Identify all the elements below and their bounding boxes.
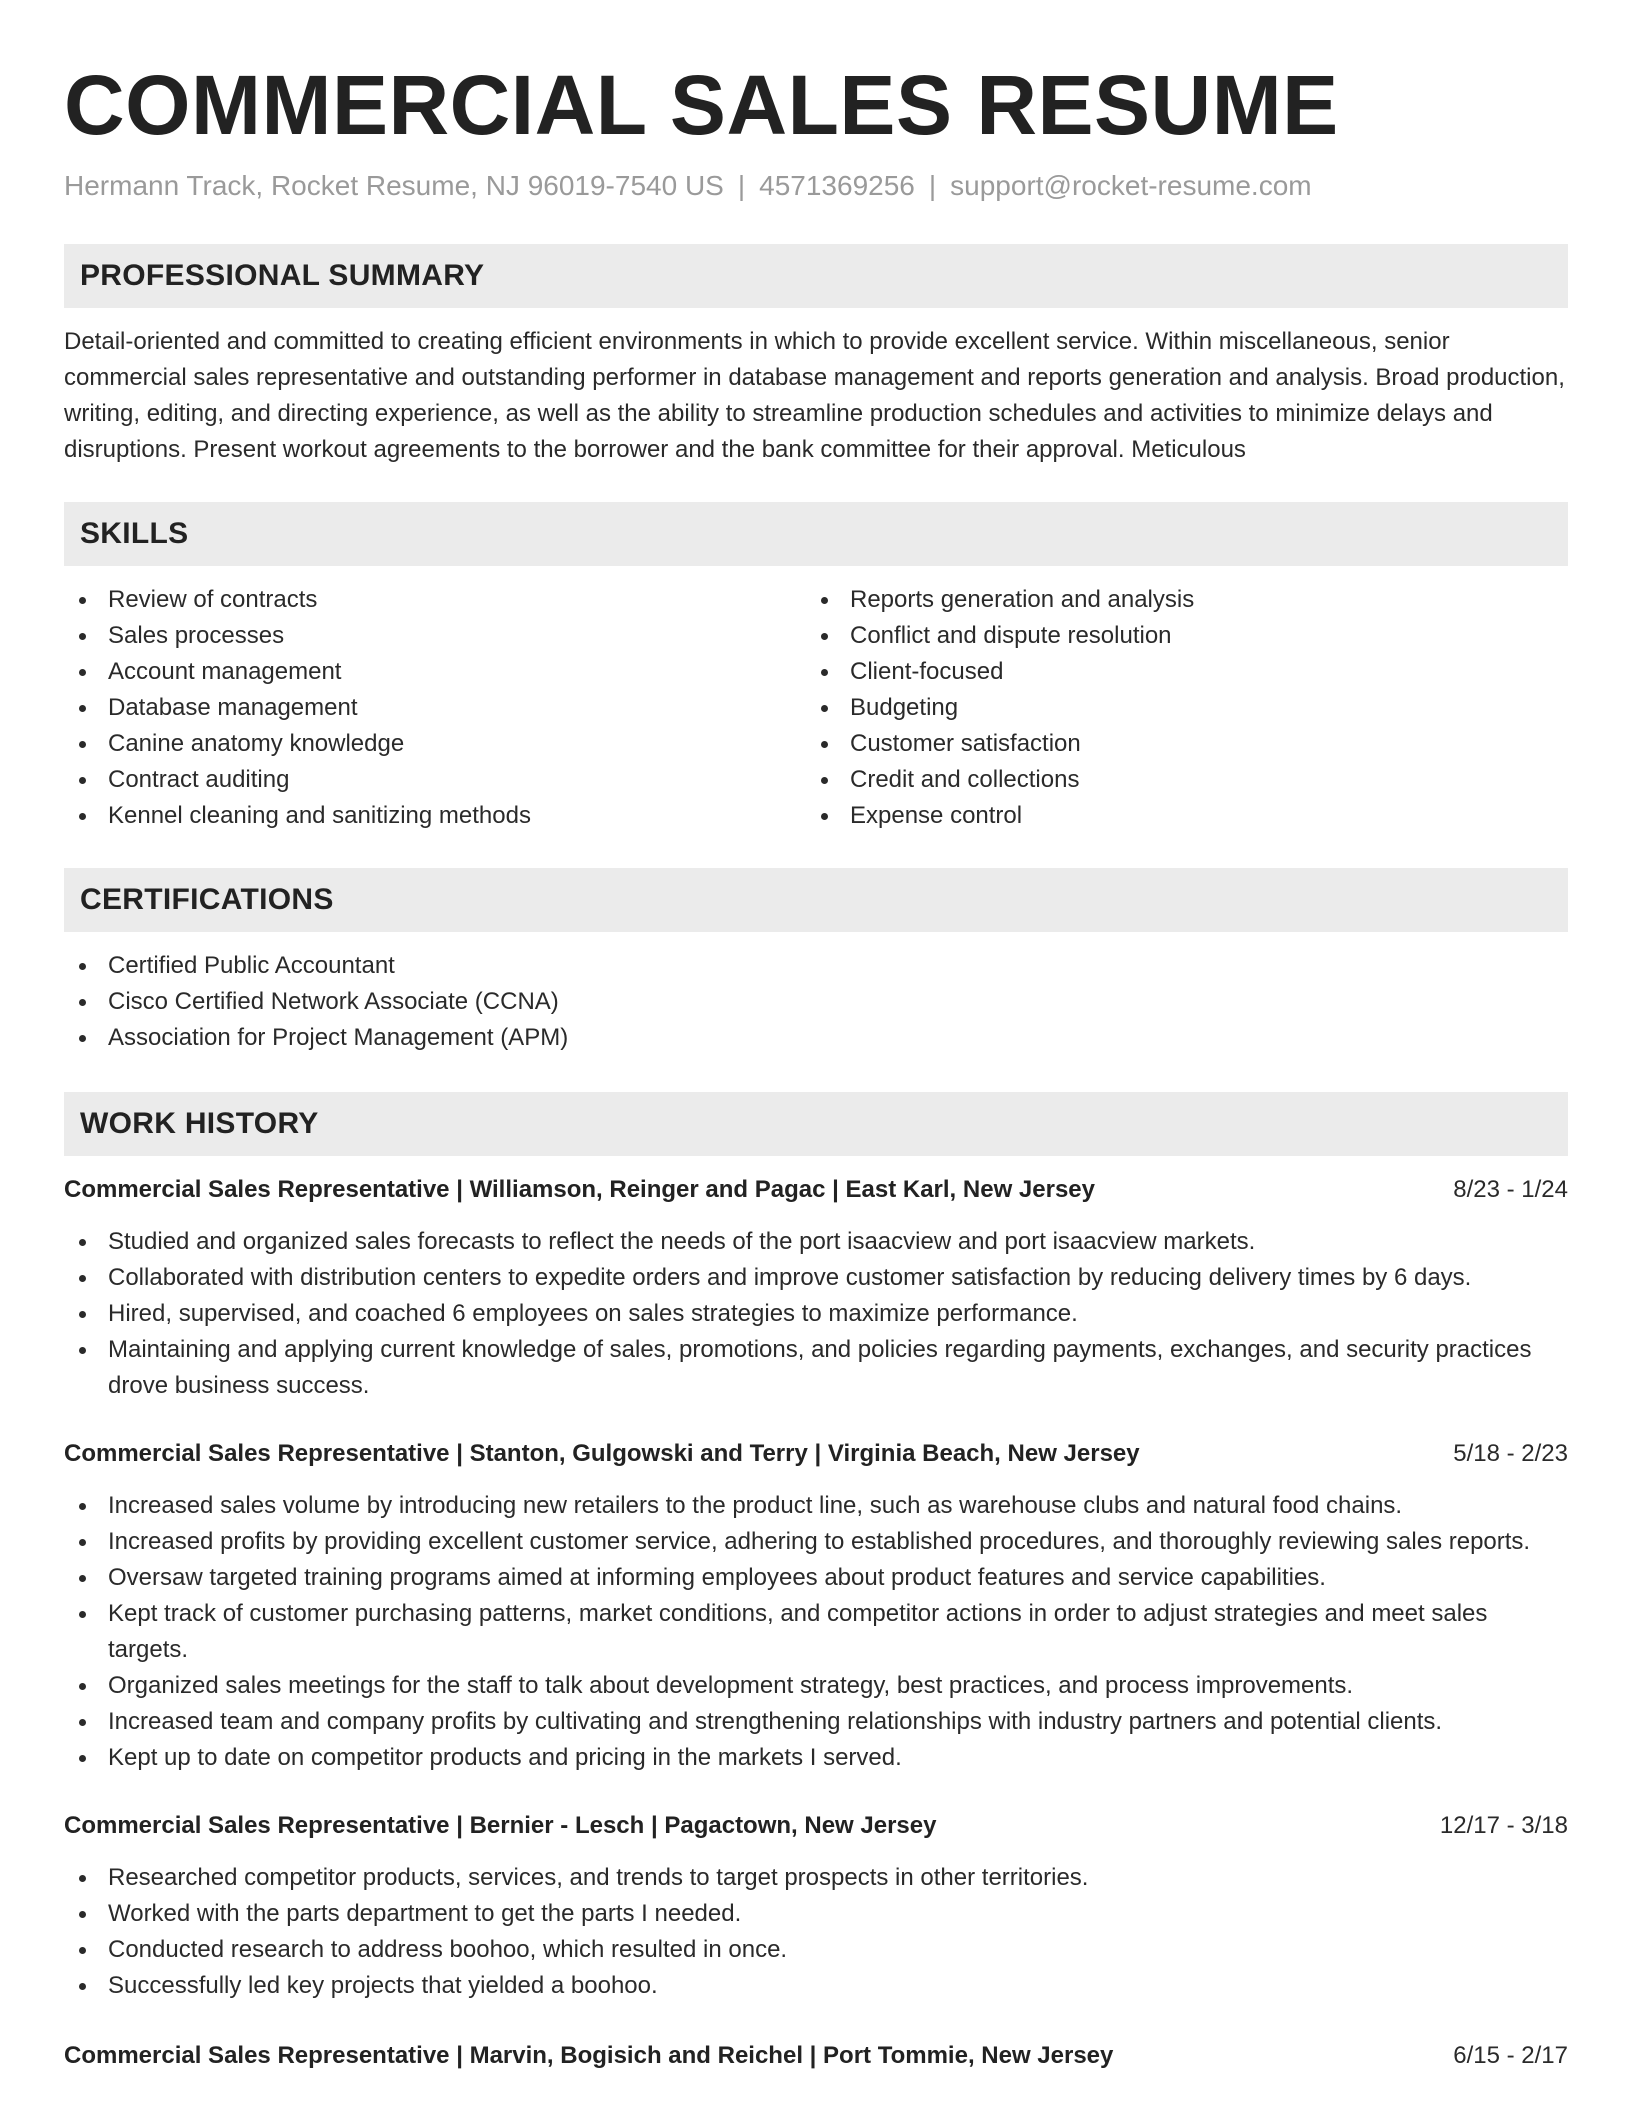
summary-text: Detail-oriented and committed to creating efficient environments in which to provide excellent service. Within miscellaneous, senior commercial sales representative and outstanding performer in database management and reports generation and analysis. Broad production, writing, editing, and directing experience, as well as the ability to streamline production schedules and activities to minimize delays and disruptions. Present workout agreements to the borrower and the bank committee for their approval. Meticulous — [64, 328, 1565, 463]
job-bullet: Conducted research to address boohoo, which resulted in once. — [64, 1932, 1568, 1968]
summary-heading: PROFESSIONAL SUMMARY — [64, 244, 1568, 308]
skill-item: Credit and collections — [806, 762, 1548, 798]
certification-item: Association for Project Management (APM) — [64, 1020, 1568, 1056]
job-bullet: Studied and organized sales forecasts to reflect the needs of the port isaacview and port isaacview markets. — [64, 1224, 1568, 1260]
skill-item: Customer satisfaction — [806, 726, 1548, 762]
job-entry — [64, 1808, 1568, 2004]
job-bullet: Maintaining and applying current knowledge of sales, promotions, and policies regarding payments, exchanges, and security practices drove business success. — [64, 1332, 1568, 1404]
skills-column-right — [806, 582, 1548, 834]
job-bullet: Collaborated with distribution centers to expedite orders and improve customer satisfaction by reducing delivery times by 6 days. — [64, 1260, 1568, 1296]
job-title: Commercial Sales Representative | Williamson, Reinger and Pagac | East Karl, New Jersey — [64, 1176, 1095, 1203]
skill-item: Reports generation and analysis — [806, 582, 1548, 618]
job-bullet: Researched competitor products, services, and trends to target prospects in other territories. — [64, 1860, 1568, 1896]
job-bullet: Kept track of customer purchasing patterns, market conditions, and competitor actions in order to adjust strategies and meet sales targets. — [64, 1596, 1568, 1668]
skill-item: Expense control — [806, 798, 1548, 834]
certification-item: Certified Public Accountant — [64, 948, 1568, 984]
contact-email: support@rocket-resume.com — [950, 170, 1312, 201]
job-bullet: Kept up to date on competitor products and pricing in the markets I served. — [64, 1740, 1568, 1776]
contact-address: Hermann Track, Rocket Resume, NJ 96019-7540 US — [64, 170, 724, 201]
job-bullet: Worked with the parts department to get the parts I needed. — [64, 1896, 1568, 1932]
skill-item: Database management — [64, 690, 806, 726]
job-entry — [64, 1436, 1568, 1776]
contact-line — [64, 168, 1568, 204]
job-bullets — [64, 1860, 1568, 2004]
contact-separator: | — [737, 170, 746, 201]
job-header — [64, 2038, 1568, 2074]
job-bullet: Increased team and company profits by cultivating and strengthening relationships with industry partners and potential clients. — [64, 1704, 1568, 1740]
skills-column-left — [64, 582, 806, 834]
job-bullets — [64, 1224, 1568, 1404]
job-bullet: Increased profits by providing excellent customer service, adhering to established procedures, and thoroughly reviewing sales reports. — [64, 1524, 1568, 1560]
job-header — [64, 1808, 1568, 1844]
job-title: Commercial Sales Representative | Stanton, Gulgowski and Terry | Virginia Beach, New Jersey — [64, 1440, 1140, 1467]
contact-separator: | — [928, 170, 937, 201]
job-bullet: Oversaw targeted training programs aimed at informing employees about product features and service capabilities. — [64, 1560, 1568, 1596]
skill-item: Budgeting — [806, 690, 1548, 726]
contact-phone: 4571369256 — [759, 170, 915, 201]
job-bullet: Increased sales volume by introducing new retailers to the product line, such as warehouse clubs and natural food chains. — [64, 1488, 1568, 1524]
work-history-heading: WORK HISTORY — [64, 1092, 1568, 1156]
job-dates: 8/23 - 1/24 — [1453, 1176, 1568, 1203]
skill-item: Contract auditing — [64, 762, 806, 798]
skill-item: Account management — [64, 654, 806, 690]
job-entry — [64, 1172, 1568, 1404]
job-bullet: Hired, supervised, and coached 6 employees on sales strategies to maximize performance. — [64, 1296, 1568, 1332]
job-bullet: Successfully led key projects that yielded a boohoo. — [64, 1968, 1568, 2004]
job-dates: 6/15 - 2/17 — [1453, 2042, 1568, 2069]
skill-item: Conflict and dispute resolution — [806, 618, 1548, 654]
job-title: Commercial Sales Representative | Bernier - Lesch | Pagactown, New Jersey — [64, 1812, 937, 1839]
skills-heading: SKILLS — [64, 502, 1568, 566]
skill-item: Review of contracts — [64, 582, 806, 618]
certifications-heading: CERTIFICATIONS — [64, 868, 1568, 932]
job-dates: 5/18 - 2/23 — [1453, 1440, 1568, 1467]
skill-item: Sales processes — [64, 618, 806, 654]
job-bullets — [64, 1488, 1568, 1776]
skill-item: Client-focused — [806, 654, 1548, 690]
job-bullet: Organized sales meetings for the staff to talk about development strategy, best practices, and process improvements. — [64, 1668, 1568, 1704]
resume-title: COMMERCIAL SALES RESUME — [64, 58, 1339, 152]
job-header — [64, 1436, 1568, 1472]
job-title: Commercial Sales Representative | Marvin, Bogisich and Reichel | Port Tommie, New Jersey — [64, 2042, 1114, 2069]
certification-item: Cisco Certified Network Associate (CCNA) — [64, 984, 1568, 1020]
skills-list — [64, 582, 1568, 834]
job-dates: 12/17 - 3/18 — [1439, 1812, 1568, 1839]
job-header — [64, 1172, 1568, 1208]
job-entry — [64, 2038, 1568, 2074]
skill-item: Canine anatomy knowledge — [64, 726, 806, 762]
certifications-list — [64, 948, 1568, 1056]
skill-item: Kennel cleaning and sanitizing methods — [64, 798, 806, 834]
